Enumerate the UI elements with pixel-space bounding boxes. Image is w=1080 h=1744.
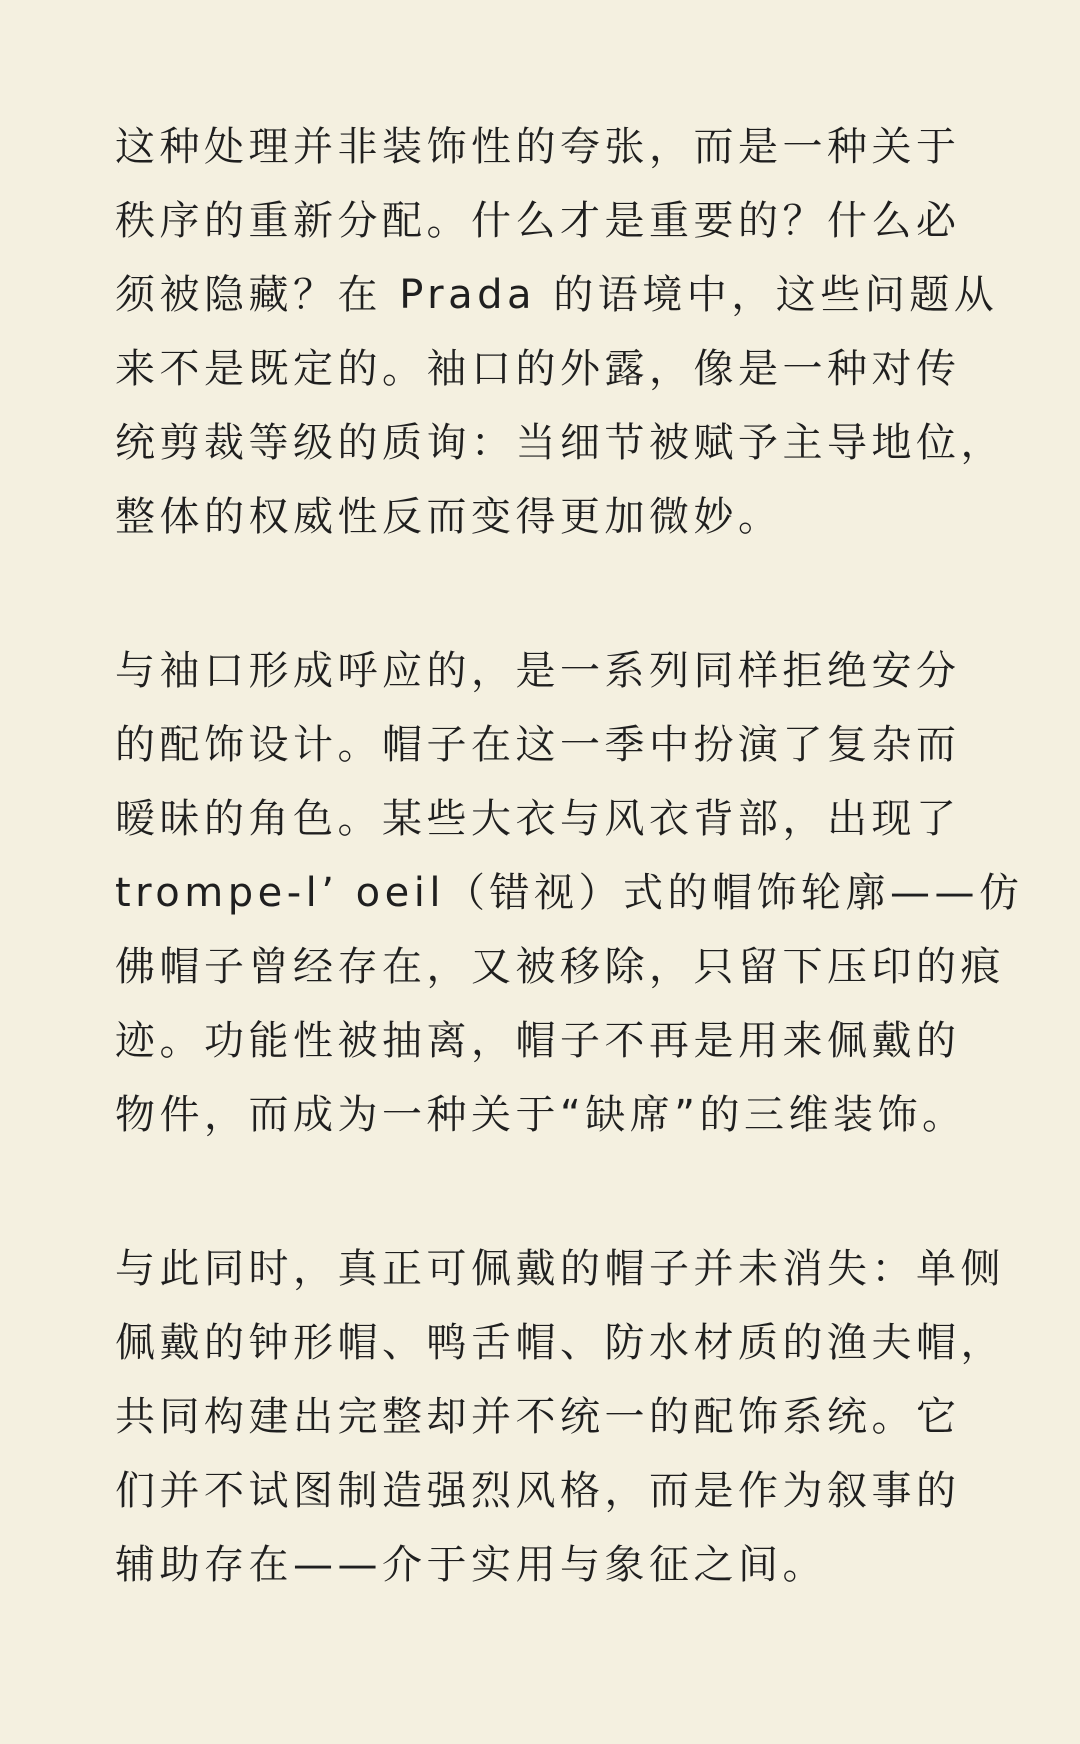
text-line: 共同构建出完整却并不统一的配饰系统。它	[115, 1394, 961, 1440]
text-line: 的配饰设计。帽子在这一季中扮演了复杂而	[115, 722, 961, 768]
text-line: 们并不试图制造强烈风格，而是作为叙事的	[115, 1468, 961, 1514]
text-line: 辅助存在——介于实用与象征之间。	[115, 1542, 827, 1588]
text-line: trompe-l’ oeil（错视）式的帽饰轮廓——仿	[115, 870, 1024, 916]
text-line: 与此同时，真正可佩戴的帽子并未消失：单侧	[115, 1246, 1005, 1292]
text-line: 来不是既定的。袖口的外露，像是一种对传	[115, 346, 961, 392]
paragraph-hat-absence	[115, 634, 1024, 1152]
text-line: 须被隐藏？在 Prada 的语境中，这些问题从	[115, 272, 999, 318]
text-line: 物件，而成为一种关于“缺席”的三维装饰。	[115, 1092, 967, 1138]
text-line: 迹。功能性被抽离，帽子不再是用来佩戴的	[115, 1018, 961, 1064]
text-line: 这种处理并非装饰性的夸张，而是一种关于	[115, 124, 961, 170]
text-line: 暧昧的角色。某些大衣与风衣背部，出现了	[115, 796, 961, 842]
paragraph-cuff-order	[115, 110, 1005, 554]
text-line: 秩序的重新分配。什么才是重要的？什么必	[115, 198, 961, 244]
text-line: 与袖口形成呼应的，是一系列同样拒绝安分	[115, 648, 961, 694]
paragraph-wearable-hats	[115, 1232, 1005, 1602]
text-line: 佩戴的钟形帽、鸭舌帽、防水材质的渔夫帽，	[115, 1320, 1005, 1366]
text-line: 统剪裁等级的质询：当细节被赋予主导地位，	[115, 420, 1005, 466]
text-line: 佛帽子曾经存在，又被移除，只留下压印的痕	[115, 944, 1005, 990]
text-line: 整体的权威性反而变得更加微妙。	[115, 494, 783, 540]
